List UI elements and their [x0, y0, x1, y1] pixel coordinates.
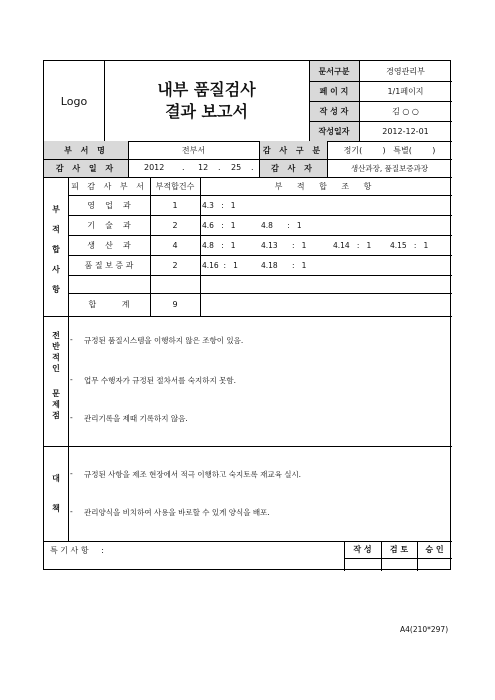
- problem-item: 관리기록을 제때 기록하지 않음.: [84, 414, 188, 423]
- meta-value-author: 김 ○ ○: [392, 106, 419, 116]
- audit-date-month: 12: [198, 163, 209, 172]
- divider: [68, 235, 452, 236]
- table-row-clause: 4.3 : 1: [202, 200, 236, 210]
- company-logo: Logo: [60, 94, 88, 108]
- divider: [44, 446, 452, 447]
- divider: [381, 541, 382, 571]
- divider: [68, 293, 452, 294]
- col-header-count: 부적합건수: [155, 181, 195, 191]
- table-row-clause: 4.8 : 1: [202, 240, 236, 250]
- meta-label-date: 작성일자: [318, 126, 350, 136]
- divider: [150, 177, 151, 316]
- problem-item: 업무 수행자가 규정된 절차서를 숙지하지 못함.: [84, 376, 236, 385]
- meta-label-doc-type: 문서구분: [318, 66, 350, 76]
- table-row-clause: 4.13 : 1: [261, 240, 307, 250]
- document-title: [104, 61, 309, 141]
- divider: [104, 61, 105, 141]
- divider: [200, 177, 201, 316]
- divider: [44, 316, 452, 317]
- meta-value-page: 1/1페이지: [387, 86, 424, 96]
- divider: [344, 558, 452, 559]
- divider: [309, 101, 452, 102]
- audit-type-value: 정기( ) 특별( ): [343, 145, 436, 155]
- divider: [68, 195, 452, 196]
- measures-side-label: 대 책: [52, 474, 60, 513]
- remarks-label: 특 기 사 항 :: [50, 546, 104, 555]
- auditor-value: 생산과장, 품질보증과장: [350, 163, 429, 173]
- table-row-dept: 품 질 보 증 과: [84, 260, 134, 270]
- divider: [44, 159, 452, 160]
- audit-date-day: 25: [231, 163, 242, 172]
- table-row-dept: 생 산 과: [87, 240, 131, 250]
- total-label: 합 계: [88, 299, 130, 309]
- divider: [259, 141, 260, 177]
- divider: [417, 541, 418, 571]
- title-line-1: 내부 품질검사: [157, 80, 256, 99]
- overall-problems-side-label: 전 반 적 인 문 제 점: [52, 331, 60, 420]
- problem-item: 규정된 품질시스템을 이행하지 않은 조항이 있음.: [84, 336, 244, 345]
- meta-value-date: 2012-12-01: [382, 126, 429, 136]
- approval-author-label: 작 성: [353, 545, 372, 554]
- date-separator: .: [251, 163, 254, 172]
- divider: [68, 215, 452, 216]
- audit-type-label: 감 사 구 분: [262, 145, 324, 155]
- table-row-clause: 4.15 : 1: [390, 240, 429, 250]
- bullet-dash: -: [70, 413, 73, 422]
- meta-label-author: 작 성 자: [319, 106, 349, 116]
- bullet-dash: -: [70, 507, 73, 516]
- table-row-count: 2: [172, 260, 178, 270]
- divider: [327, 141, 328, 177]
- nonconformity-side-label: 부 적 합 사 항: [52, 204, 60, 294]
- table-row-count: 2: [172, 220, 178, 230]
- table-row-dept: 영 업 과: [87, 200, 131, 210]
- auditor-label: 감 사 자: [271, 163, 315, 173]
- divider: [128, 141, 129, 177]
- table-row-count: 4: [172, 240, 178, 250]
- report-form: [43, 60, 451, 570]
- audit-date-value: [128, 159, 259, 177]
- title-line-2: 결과 보고서: [165, 102, 248, 121]
- table-row-clause: 4.14 : 1: [333, 240, 372, 250]
- approval-approver-label: 승 인: [425, 545, 444, 554]
- divider: [309, 121, 452, 122]
- dept-label: 부 서 명: [64, 145, 108, 155]
- paper-size-note: A4(210*297): [400, 625, 449, 634]
- table-row-count: 1: [172, 200, 178, 210]
- bullet-dash: -: [70, 375, 73, 384]
- col-header-dept: 피 감 사 부 서: [71, 181, 147, 191]
- meta-label-page: 페 이 지: [319, 86, 349, 96]
- table-row-dept: 기 술 과: [87, 220, 131, 230]
- measure-item: 관리양식을 비치하여 사용을 바로할 수 있게 양식을 배포.: [84, 508, 270, 517]
- bullet-dash: -: [70, 335, 73, 344]
- audit-date-year: 2012: [144, 163, 165, 172]
- divider: [344, 541, 345, 571]
- approval-reviewer-label: 검 토: [389, 545, 409, 554]
- table-row-clause: 4.18 : 1: [261, 260, 307, 270]
- divider: [68, 255, 452, 256]
- measure-item: 규정된 사항을 제조 현장에서 적극 이행하고 숙지토록 재교육 실시.: [84, 470, 302, 479]
- meta-value-doc-type: 경영관리부: [386, 66, 425, 76]
- table-row-clause: 4.16 : 1: [202, 260, 238, 270]
- audit-date-label: 감 사 일 자: [55, 163, 117, 173]
- date-separator: .: [182, 163, 185, 172]
- date-separator: .: [218, 163, 221, 172]
- table-row-clause: 4.6 : 1: [202, 220, 236, 230]
- bullet-dash: -: [70, 469, 73, 478]
- divider: [68, 316, 69, 541]
- col-header-clause: 부 적 합 조 항: [274, 181, 378, 191]
- divider: [68, 275, 452, 276]
- table-row-clause: 4.8 : 1: [261, 220, 302, 230]
- divider: [309, 81, 452, 82]
- dept-value: 전부서: [181, 145, 206, 155]
- total-value: 9: [172, 299, 178, 309]
